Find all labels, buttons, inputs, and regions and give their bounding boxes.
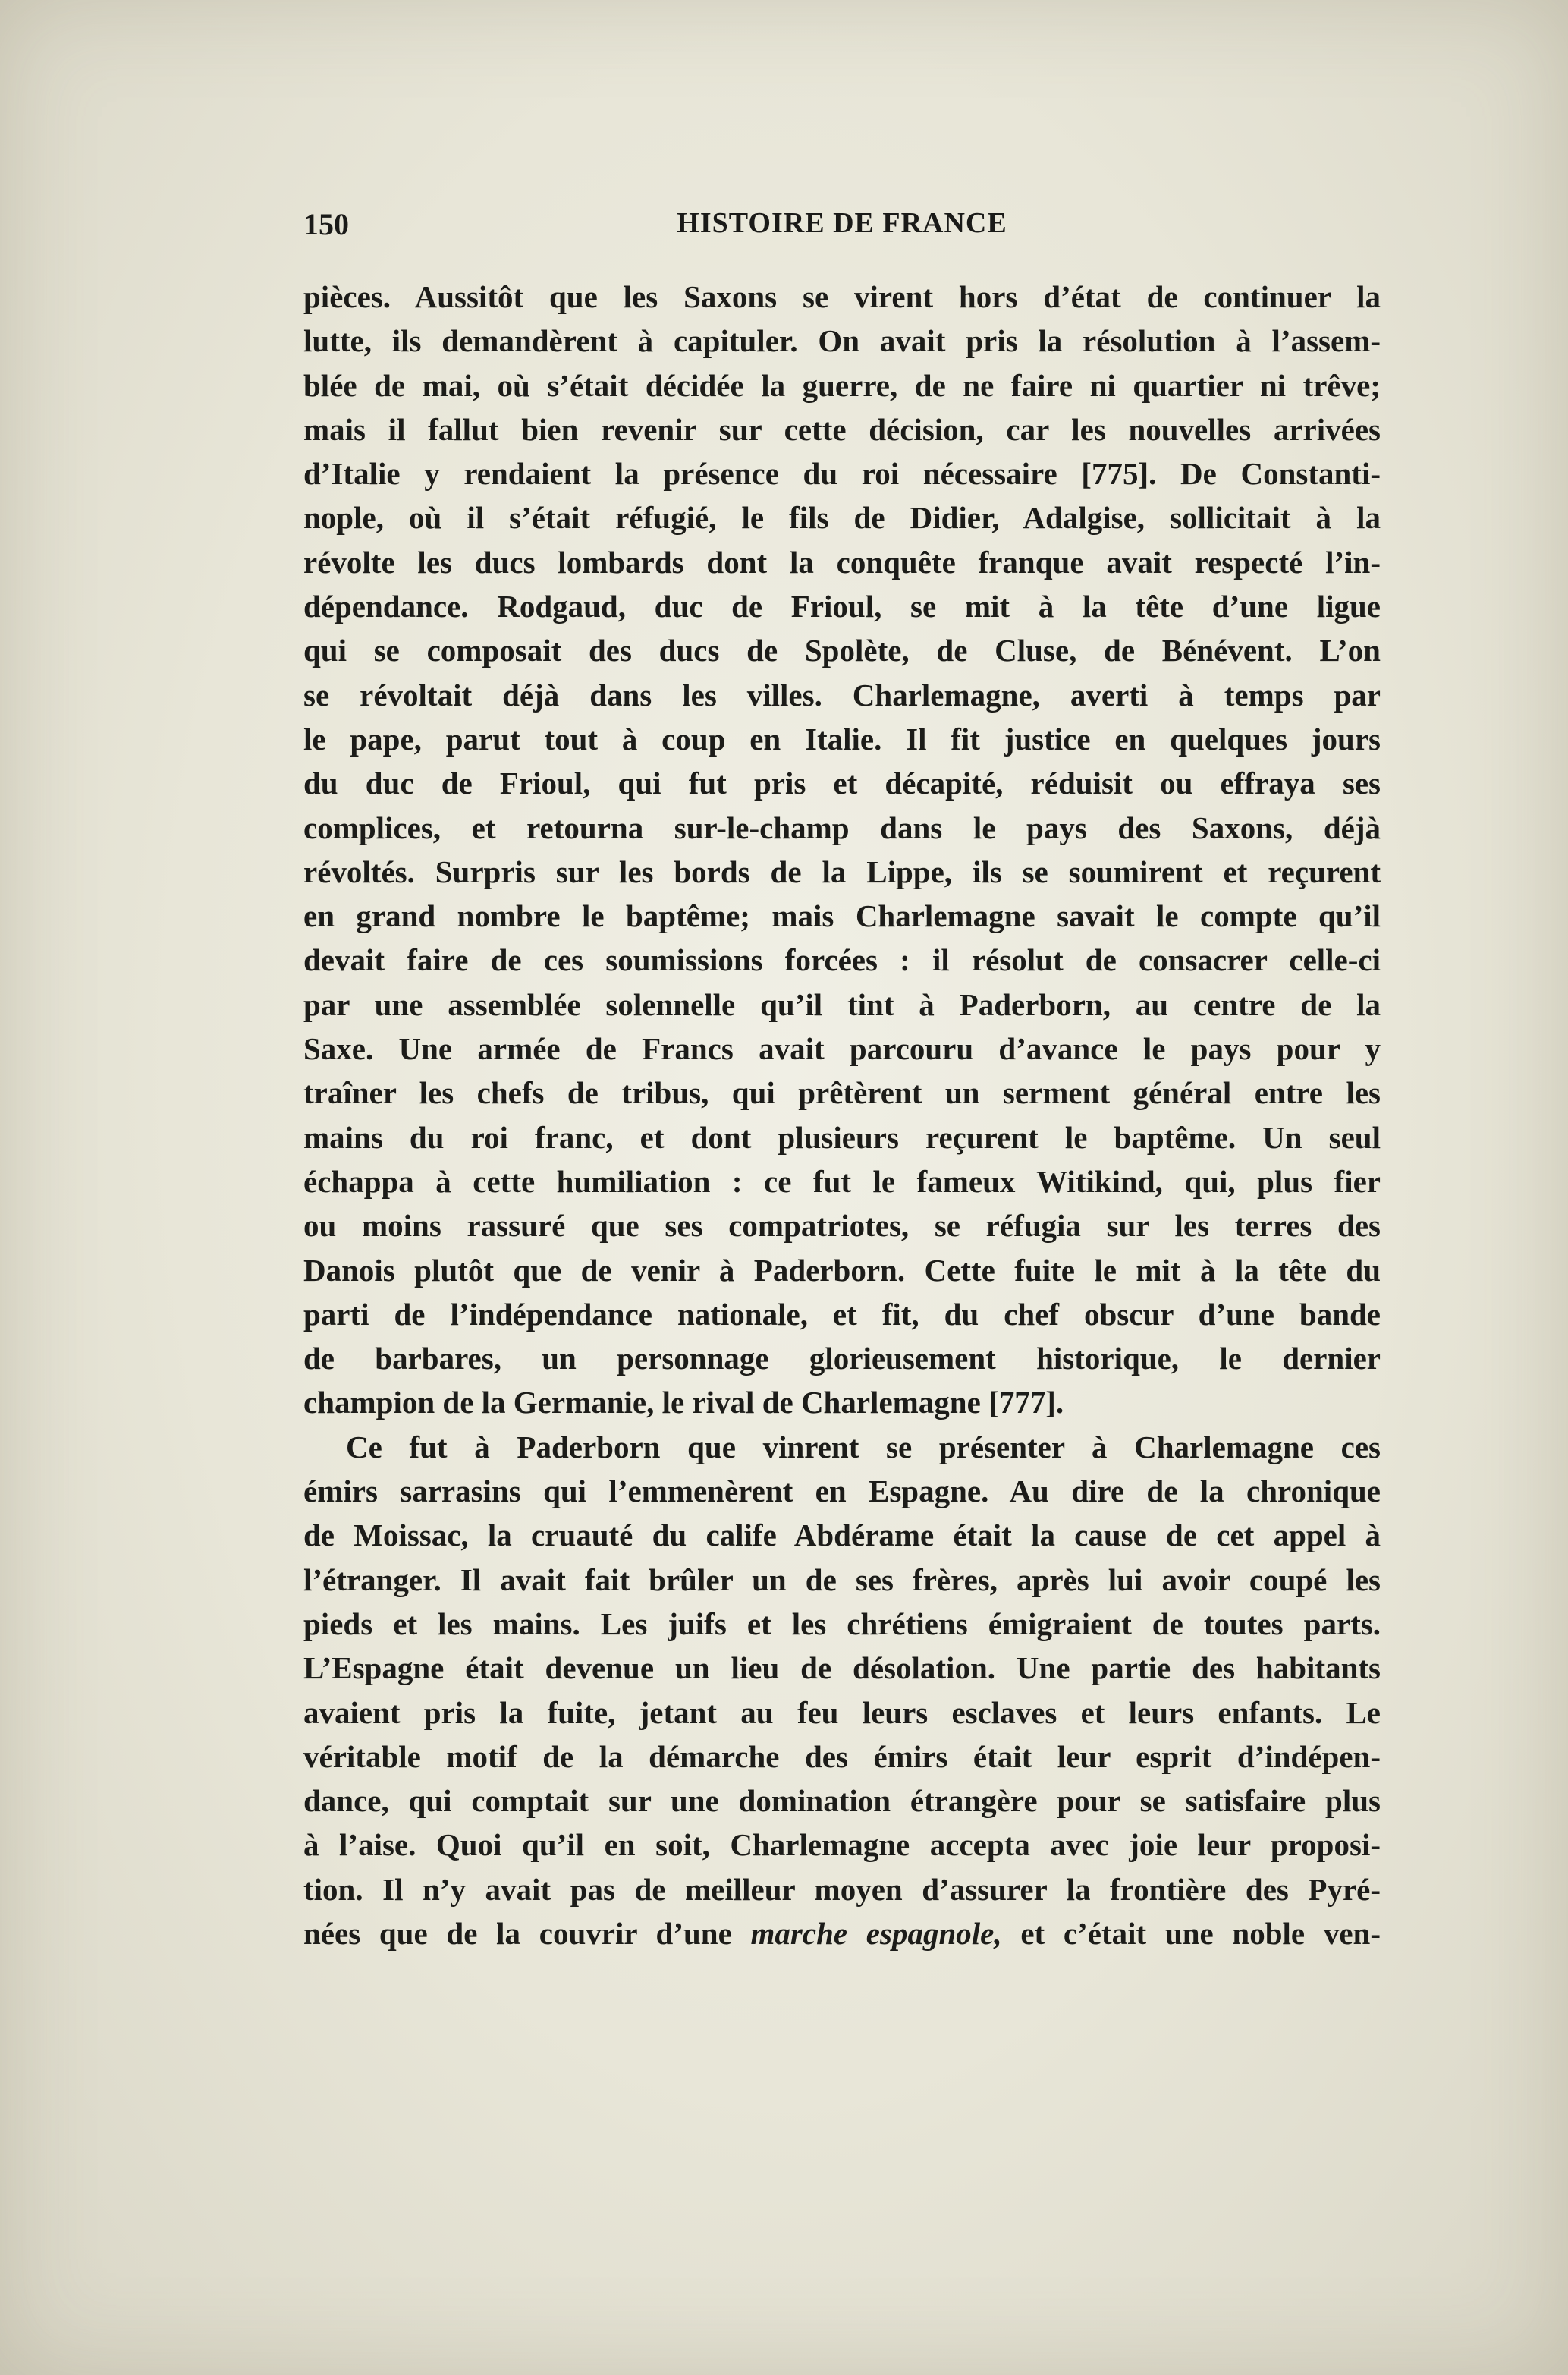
text-line: dance, qui comptait sur une domination étrangère pour se satisfaire plus — [303, 1783, 1381, 1819]
page-header — [303, 206, 1381, 252]
text-line: devait faire de ces soumissions forcées : il résolut de consacrer celle-ci — [303, 942, 1381, 978]
text-line: véritable motif de la démarche des émirs était leur esprit d’indépen- — [303, 1738, 1381, 1774]
text-line: révolte les ducs lombards dont la conquête franque avait respecté l’in- — [303, 544, 1381, 580]
text-run: nées que de la couvrir d’une — [303, 1915, 751, 1951]
text-line: pièces. Aussitôt que les Saxons se virent hors d’état de continuer la — [303, 279, 1381, 314]
text-line: lutte, ils demandèrent à capituler. On avait pris la résolution à l’assem- — [303, 323, 1381, 359]
text-line: Danois plutôt que de venir à Paderborn. Cette fuite le mit à la tête du — [303, 1252, 1381, 1288]
text-line: traîner les chefs de tribus, qui prêtèrent un serment général entre les — [303, 1075, 1381, 1111]
body-text — [303, 275, 1381, 1955]
text-line: d’Italie y rendaient la présence du roi nécessaire [775]. De Constanti- — [303, 456, 1381, 492]
text-line: de barbares, un personnage glorieusement historique, le dernier — [303, 1341, 1381, 1376]
text-line: Ce fut à Paderborn que vinrent se présenter à Charlemagne ces — [346, 1429, 1381, 1464]
text-line: le pape, parut tout à coup en Italie. Il fit justice en quelques jours — [303, 721, 1381, 757]
page-number: 150 — [303, 207, 349, 241]
text-line: ou moins rassuré que ses compatriotes, se réfugia sur les terres des — [303, 1208, 1381, 1244]
text-line: émirs sarrasins qui l’emmenèrent en Espagne. Au dire de la chronique — [303, 1474, 1381, 1509]
text-line: complices, et retourna sur-le-champ dans le pays des Saxons, déjà — [303, 810, 1381, 845]
text-line: échappa à cette humiliation : ce fut le fameux Witikind, qui, plus fier — [303, 1163, 1381, 1199]
text-line: mais il fallut bien revenir sur cette décision, car les nouvelles arrivées — [303, 411, 1381, 447]
text-line: Saxe. Une armée de Francs avait parcouru d’avance le pays pour y — [303, 1031, 1381, 1067]
paragraph-1 — [303, 275, 1381, 1425]
text-line: de Moissac, la cruauté du calife Abdérame était la cause de cet appel à — [303, 1518, 1381, 1553]
text-line: nople, où il s’était réfugié, le fils de Didier, Adalgise, sollicitait à la — [303, 500, 1381, 536]
text-line: blée de mai, où s’était décidée la guerre, de ne faire ni quartier ni trêve; — [303, 367, 1381, 403]
text-line: révoltés. Surpris sur les bords de la Lippe, ils se soumirent et reçurent — [303, 854, 1381, 889]
italic-term: marche espagnole, — [750, 1915, 1002, 1951]
text-line: mains du roi franc, et dont plusieurs reçurent le baptême. Un seul — [303, 1119, 1381, 1155]
paragraph-2 — [303, 1425, 1381, 1956]
text-line: se révoltait déjà dans les villes. Charlemagne, averti à temps par — [303, 677, 1381, 712]
text-line: en grand nombre le baptême; mais Charlemagne savait le compte qu’il — [303, 898, 1381, 934]
text-line: par une assemblée solennelle qu’il tint à Paderborn, au centre de la — [303, 986, 1381, 1022]
text-line: à l’aise. Quoi qu’il en soit, Charlemagne accepta avec joie leur proposi- — [303, 1827, 1381, 1863]
text-line: du duc de Frioul, qui fut pris et décapité, réduisit ou effraya ses — [303, 766, 1381, 801]
text-line: l’étranger. Il avait fait brûler un de ses frères, après lui avoir coupé les — [303, 1562, 1381, 1597]
text-line-final — [303, 1911, 1381, 1955]
text-line: tion. Il n’y avait pas de meilleur moyen d’assurer la frontière des Pyré- — [303, 1871, 1381, 1907]
text-line: avaient pris la fuite, jetant au feu leurs esclaves et leurs enfants. Le — [303, 1694, 1381, 1730]
text-line: qui se composait des ducs de Spolète, de Cluse, de Bénévent. L’on — [303, 633, 1381, 668]
running-title: HISTOIRE DE FRANCE — [677, 207, 1007, 239]
text-line: parti de l’indépendance nationale, et fit, du chef obscur d’une bande — [303, 1296, 1381, 1332]
text-line: champion de la Germanie, le rival de Charlemagne [777]. — [303, 1385, 1064, 1420]
text-line: L’Espagne était devenue un lieu de désolation. Une partie des habitants — [303, 1650, 1381, 1686]
text-line: pieds et les mains. Les juifs et les chrétiens émigraient de toutes parts. — [303, 1606, 1381, 1641]
text-run: et c’était une noble ven- — [1001, 1915, 1381, 1951]
text-line: dépendance. Rodgaud, duc de Frioul, se mit à la tête d’une ligue — [303, 589, 1381, 624]
